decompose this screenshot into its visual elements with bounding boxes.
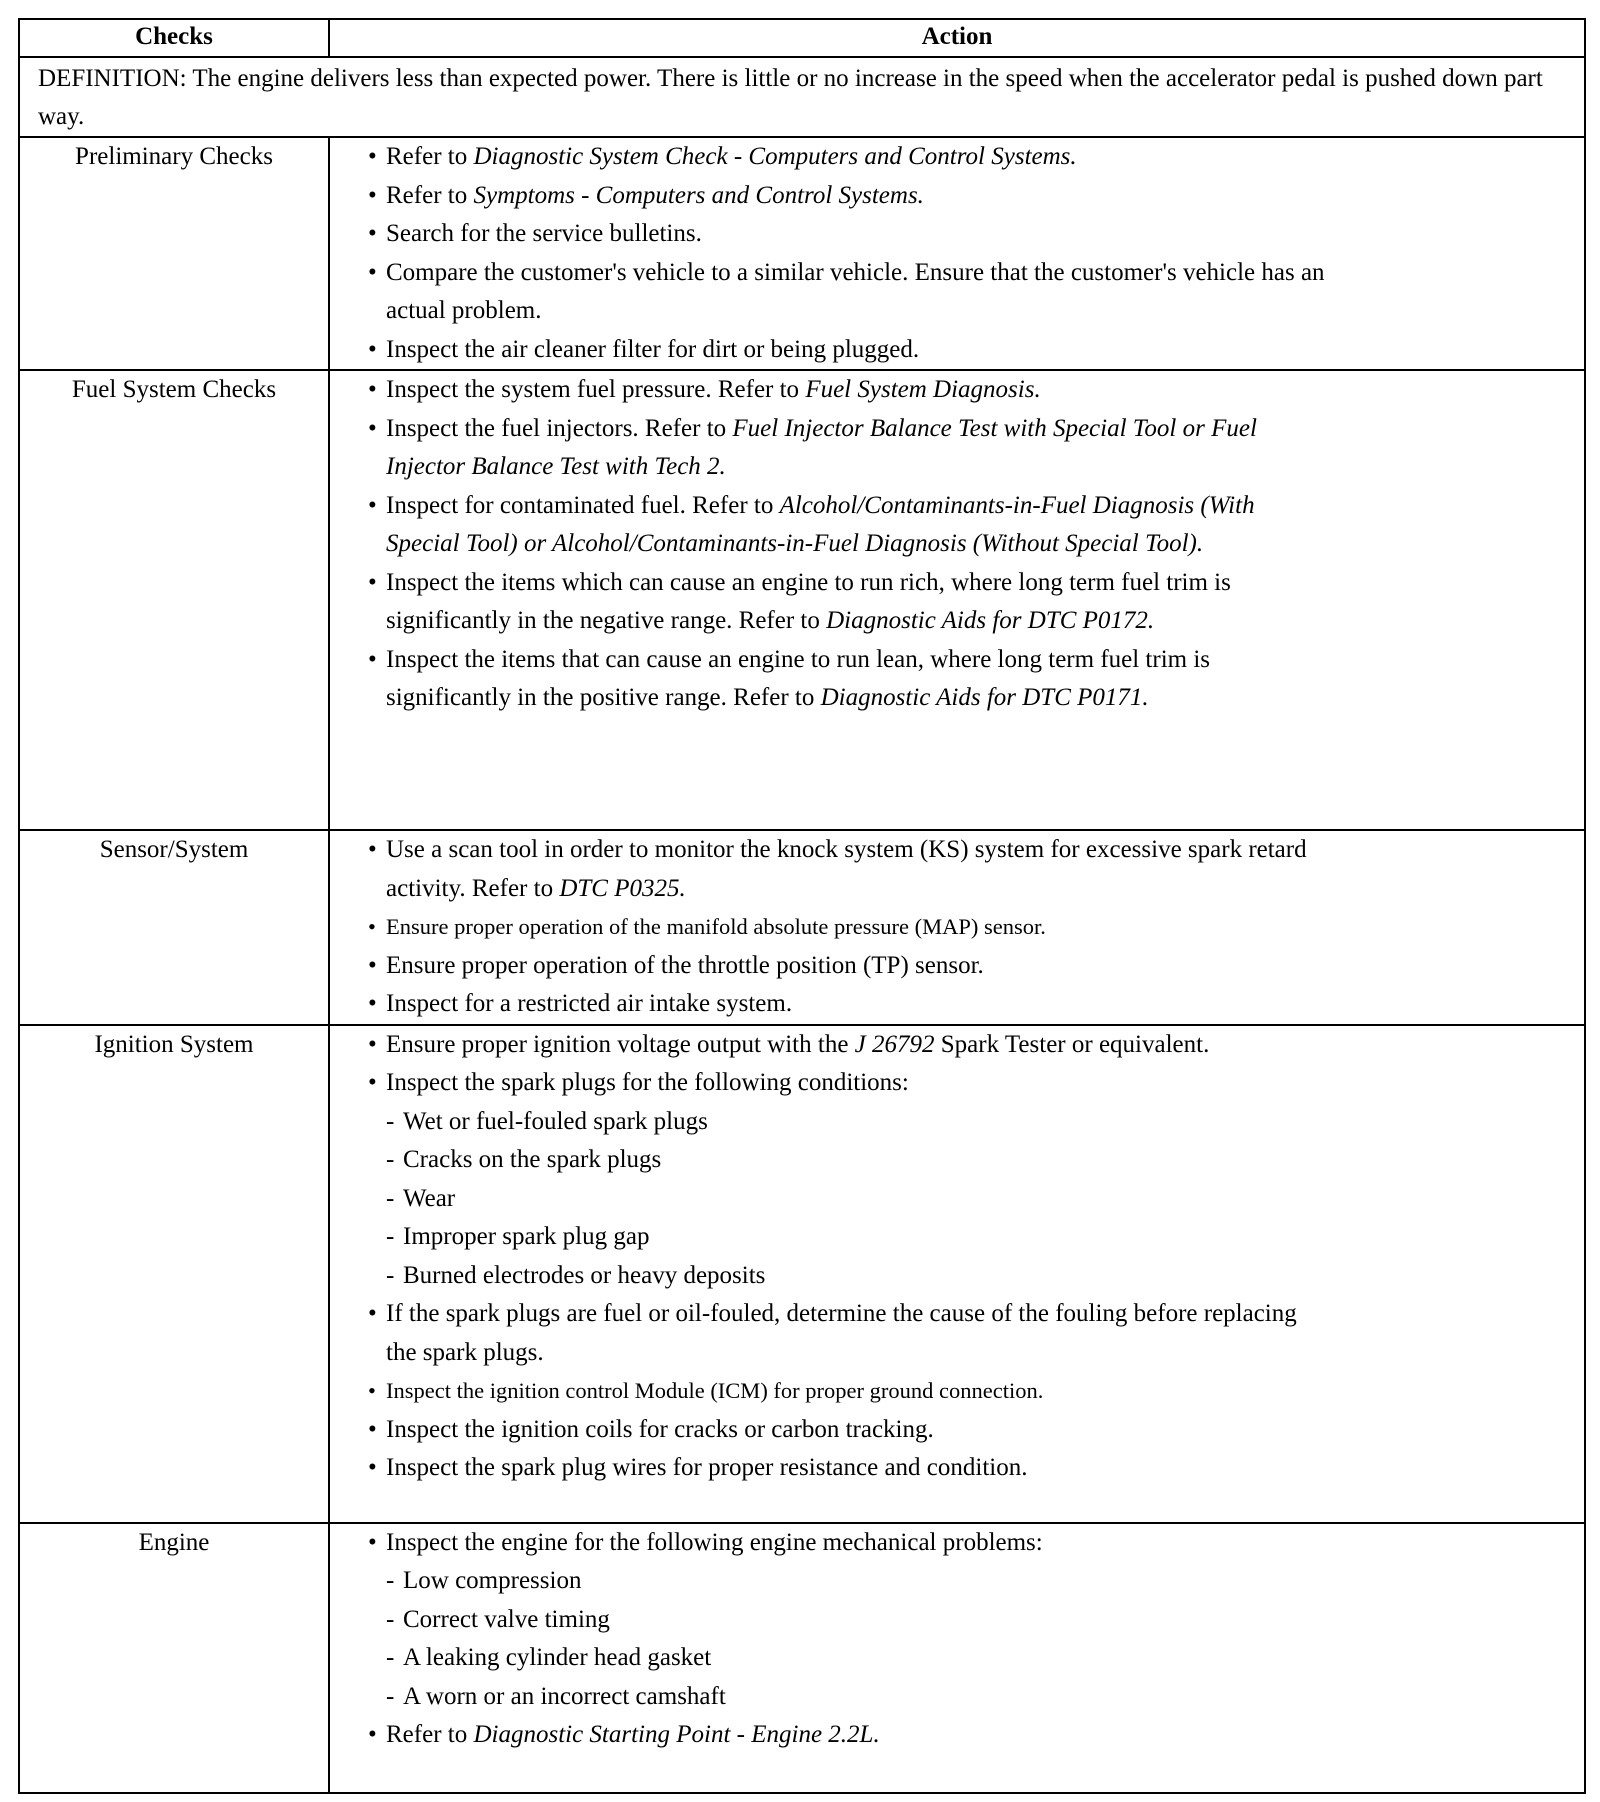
list-item: • Refer to Diagnostic Starting Point - Engine 2.2L. [368, 1716, 1328, 1755]
reference-link[interactable]: Fuel Injector Balance Test with Special Tool or Fuel Injector Balance Test with Tech 2. [386, 414, 1257, 480]
diagnostic-table [18, 18, 1586, 1794]
list-item: • Ensure proper operation of the throttle position (TP) sensor. [368, 947, 1328, 986]
definition-row [19, 57, 1585, 137]
reference-link[interactable]: Fuel System Diagnosis. [805, 376, 1041, 403]
list-item: • Search for the service bulletins. [368, 215, 1328, 254]
list-item: • Ensure proper ignition voltage output with the J 26792 Spark Tester or equivalent. [368, 1026, 1328, 1065]
list-item: • Inspect the items that can cause an engine to run lean, where long term fuel trim is significantly in the positive range. Refer to Diagnostic Aids for DTC P0171. [368, 641, 1328, 718]
reference-link[interactable]: Diagnostic System Check - Computers and Control Systems. [473, 143, 1077, 170]
check-name-engine: Engine [19, 1523, 329, 1793]
checks-column-header: Checks [19, 19, 329, 57]
list-item: • Inspect the items which can cause an engine to run rich, where long term fuel trim is significantly in the negative range. Refer to Diagnostic Aids for DTC P0172. [368, 564, 1328, 641]
check-name-preliminary: Preliminary Checks [19, 137, 329, 370]
list-item: • Ensure proper operation of the manifold absolute pressure (MAP) sensor. [368, 908, 1328, 947]
list-item: • Inspect for contaminated fuel. Refer to Alcohol/Contaminants-in-Fuel Diagnosis (With Special Tool) or Alcohol/Contaminants-in-Fuel Diagnosis (Without Special Tool). [368, 487, 1328, 564]
sub-list-item: - Low compression [368, 1562, 1328, 1601]
reference-link[interactable]: J 26792 [854, 1030, 935, 1058]
reference-link[interactable]: Diagnostic Starting Point - Engine 2.2L. [473, 1721, 880, 1748]
sub-list-item: - Burned electrodes or heavy deposits [368, 1257, 1328, 1296]
list-item: • Use a scan tool in order to monitor the knock system (KS) system for excessive spark retard activity. Refer to DTC P0325. [368, 831, 1328, 908]
list-item: • Inspect the spark plug wires for proper resistance and condition. [368, 1449, 1328, 1488]
reference-link[interactable]: Diagnostic Aids for DTC P0172. [826, 607, 1155, 634]
sub-list-item: - Correct valve timing [368, 1601, 1328, 1640]
list-item: • Refer to Symptoms - Computers and Control Systems. [368, 177, 1328, 216]
sub-list-item: - A leaking cylinder head gasket [368, 1639, 1328, 1678]
action-column-header: Action [329, 19, 1585, 57]
list-item: • If the spark plugs are fuel or oil-fouled, determine the cause of the fouling before replacing the spark plugs. [368, 1295, 1328, 1372]
list-item: • Compare the customer's vehicle to a similar vehicle. Ensure that the customer's vehicle has an actual problem. [368, 254, 1328, 331]
sub-list-item: - Improper spark plug gap [368, 1218, 1328, 1257]
sub-list-item: - A worn or an incorrect camshaft [368, 1678, 1328, 1717]
list-item: • Inspect the spark plugs for the following conditions: [368, 1064, 1328, 1103]
sub-list-item: - Wear [368, 1180, 1328, 1219]
action-cell-engine [329, 1523, 1585, 1793]
reference-link[interactable]: Alcohol/Contaminants-in-Fuel Diagnosis (With Special Tool) or Alcohol/Contaminants-in-Fuel Diagnosis (Without Special Tool). [386, 491, 1255, 557]
table-row [19, 830, 1585, 1025]
sub-list-item: - Wet or fuel-fouled spark plugs [368, 1103, 1328, 1142]
action-cell-preliminary [329, 137, 1585, 370]
sub-list-item: - Cracks on the spark plugs [368, 1141, 1328, 1180]
check-name-sensor: Sensor/System [19, 830, 329, 1025]
list-item: • Inspect the fuel injectors. Refer to Fuel Injector Balance Test with Special Tool or Fuel Injector Balance Test with Tech 2. [368, 410, 1328, 487]
table-row [19, 1523, 1585, 1793]
action-cell-ignition [329, 1025, 1585, 1523]
check-name-fuel: Fuel System Checks [19, 370, 329, 830]
definition-text: DEFINITION: The engine delivers less than expected power. There is little or no increase in the speed when the accelerator pedal is pushed down part way. [19, 57, 1585, 137]
table-row [19, 137, 1585, 370]
list-item: • Inspect the ignition control Module (ICM) for proper ground connection. [368, 1372, 1328, 1411]
list-item: • Inspect the engine for the following engine mechanical problems: [368, 1524, 1328, 1563]
list-item: • Inspect the ignition coils for cracks or carbon tracking. [368, 1411, 1328, 1450]
list-item: • Inspect the air cleaner filter for dirt or being plugged. [368, 331, 1328, 370]
reference-link[interactable]: DTC P0325. [559, 874, 686, 902]
reference-link[interactable]: Symptoms - Computers and Control Systems. [473, 181, 924, 209]
list-item: • Inspect the system fuel pressure. Refer to Fuel System Diagnosis. [368, 371, 1328, 410]
action-cell-sensor [329, 830, 1585, 1025]
reference-link[interactable]: Diagnostic Aids for DTC P0171. [820, 684, 1149, 711]
list-item: • Inspect for a restricted air intake system. [368, 985, 1328, 1024]
list-item: • Refer to Diagnostic System Check - Computers and Control Systems. [368, 138, 1328, 177]
check-name-ignition: Ignition System [19, 1025, 329, 1523]
action-cell-fuel [329, 370, 1585, 830]
header-row [19, 19, 1585, 57]
table-row [19, 370, 1585, 830]
table-row [19, 1025, 1585, 1523]
